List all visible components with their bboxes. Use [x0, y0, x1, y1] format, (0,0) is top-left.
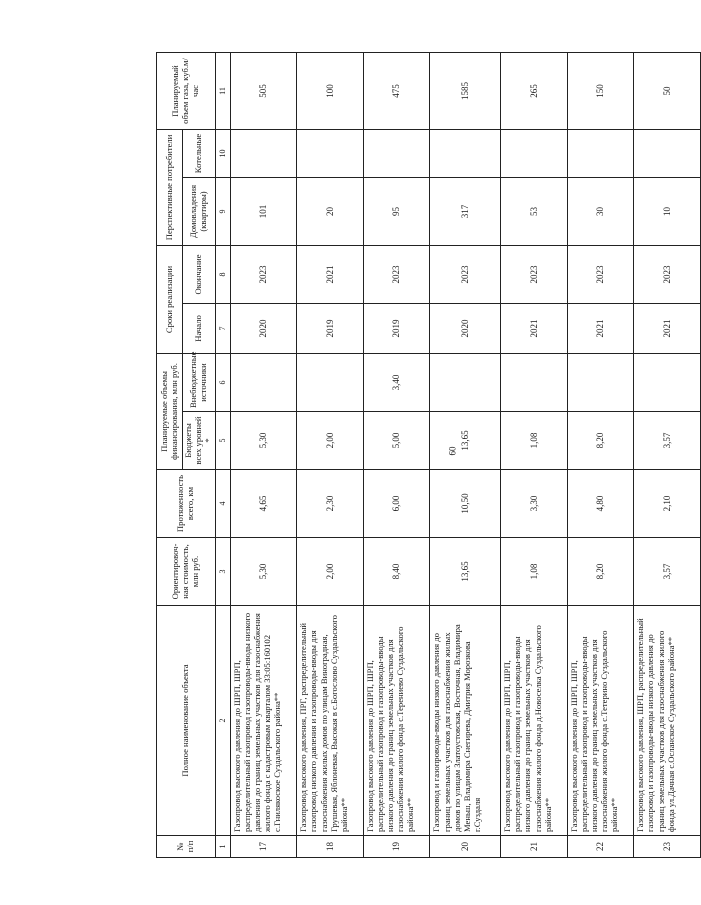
row-num: 22: [567, 836, 634, 858]
row-extra: [501, 353, 568, 411]
page-number: 60: [447, 446, 458, 456]
row-volume: 505: [230, 52, 297, 129]
row-end: 2023: [567, 245, 634, 303]
index-cell: 4: [215, 470, 230, 538]
row-boilers: [501, 129, 568, 177]
row-end: 2021: [297, 245, 364, 303]
index-cell: 3: [215, 538, 230, 606]
row-end: 2023: [230, 245, 297, 303]
header-consumers: Перспективные потребители: [157, 129, 183, 245]
row-end: 2023: [363, 245, 430, 303]
row-extra: [567, 353, 634, 411]
row-households: 20: [297, 177, 364, 245]
table-row: [230, 52, 297, 857]
row-households: 53: [501, 177, 568, 245]
row-name: Газопровод высокого давления до ШРП, ШРП, распределительный газопровод и газопроводы-вводы низкого давления до границ земельных участков для газоснабжения жилого фонда с.Терениево Суздальского района**: [363, 606, 430, 836]
row-start: 2021: [634, 303, 701, 353]
row-name: Газопровод высокого давления до ШРП, ШРП, распределительный газопровод и газопроводы-вводы низкого давления до границ земельных участков для газоснабжения жилого фонда с.Тетерино Суздальского района**: [567, 606, 634, 836]
row-length: 4,80: [567, 470, 634, 538]
row-cost: 8,20: [567, 538, 634, 606]
row-length: 2,10: [634, 470, 701, 538]
header-start: Начало: [183, 303, 216, 353]
row-budget: 13,65: [430, 412, 501, 470]
row-extra: 3,40: [363, 353, 430, 411]
table-row: [297, 52, 364, 857]
row-budget: 1,08: [501, 412, 568, 470]
row-length: 10,50: [430, 470, 501, 538]
investment-table: [156, 52, 701, 858]
row-cost: 3,57: [634, 538, 701, 606]
header-volume: Планируемый объем газа, куб.м/час: [157, 52, 216, 129]
row-cost: 2,00: [297, 538, 364, 606]
header-budget: Бюджеты всех уровней *: [183, 412, 216, 470]
row-cost: 13,65: [430, 538, 501, 606]
header-name: Полное наименование объекта: [157, 606, 216, 836]
row-budget: 3,57: [634, 412, 701, 470]
row-cost: 1,08: [501, 538, 568, 606]
row-name: Газопровод высокого давления до ШРП, ШРП, распределительный газопровод и газопроводы-вводы низкого давления до границ земельных участков для газоснабжения жилого фонда д.Новоселка Суздальского района**: [501, 606, 568, 836]
header-cost: Ориентировоч-ная стоимость, млн руб.: [157, 538, 216, 606]
row-budget: 8,20: [567, 412, 634, 470]
row-volume: 1585: [430, 52, 501, 129]
index-cell: 2: [215, 606, 230, 836]
row-budget: 5,30: [230, 412, 297, 470]
row-num: 21: [501, 836, 568, 858]
row-households: 30: [567, 177, 634, 245]
row-end: 2023: [501, 245, 568, 303]
row-length: 3,30: [501, 470, 568, 538]
row-households: 10: [634, 177, 701, 245]
index-cell: 5: [215, 412, 230, 470]
row-num: 19: [363, 836, 430, 858]
header-extra: Внебюджетные источники: [183, 353, 216, 411]
table-row: [634, 52, 701, 857]
row-boilers: [430, 129, 501, 177]
row-cost: 5,30: [230, 538, 297, 606]
index-cell: 7: [215, 303, 230, 353]
row-num: 20: [430, 836, 501, 858]
row-volume: 50: [634, 52, 701, 129]
row-end: 2023: [634, 245, 701, 303]
row-boilers: [567, 129, 634, 177]
row-name: Газопровод и газопроводы-вводы низкого давления до границ земельных участков для газоснабжения жилых домов по улицам Златоустовская, Восточная, Владимира Меньш, Владимира Снегирева, Дмитрия Морозкова г.Суздаля: [430, 606, 501, 836]
index-cell: 9: [215, 177, 230, 245]
row-start: 2019: [363, 303, 430, 353]
header-boilers: Котельные: [183, 129, 216, 177]
row-length: 2,30: [297, 470, 364, 538]
row-extra: [230, 353, 297, 411]
row-extra: [634, 353, 701, 411]
table-row: [567, 52, 634, 857]
row-budget: 5,00: [363, 412, 430, 470]
header-row-1: [157, 52, 183, 857]
row-length: 6,00: [363, 470, 430, 538]
table-row: [501, 52, 568, 857]
row-num: 17: [230, 836, 297, 858]
row-budget: 2,00: [297, 412, 364, 470]
row-start: 2020: [230, 303, 297, 353]
header-length: Протяженность всего, км: [157, 470, 216, 538]
header-terms: Сроки реализации: [157, 245, 183, 353]
index-cell: 10: [215, 129, 230, 177]
row-boilers: [634, 129, 701, 177]
row-name: Газопровод высокого давления, ПРГ, распределительный газопровод низкого давления и газопроводы-вводы для газоснабжения жилых домов по улицам Виноградная, Грушевая, Яблоневая, Высокая в с.Богослово Суздальского района**: [297, 606, 364, 836]
header-num: № п/п: [157, 836, 216, 858]
row-start: 2019: [297, 303, 364, 353]
index-row: [215, 52, 230, 857]
row-name: Газопровод высокого давления, ШРП, распределительный газопровод и газопроводы-вводы низкого давления до границ земельных участков для газоснабжения жилого фонда ул.Дачная с.Осланское Суздальского района**: [634, 606, 701, 836]
header-households: Домовладения (квартиры): [183, 177, 216, 245]
row-boilers: [230, 129, 297, 177]
index-cell: 11: [215, 52, 230, 129]
header-end: Окончание: [183, 245, 216, 303]
row-boilers: [363, 129, 430, 177]
index-cell: 8: [215, 245, 230, 303]
row-end: 2023: [430, 245, 501, 303]
table-row: [363, 52, 430, 857]
row-name: Газопровод высокого давления до ШРП, ШРП, распределительный газопровод газопроводы-вводы низкого давления до границ земельных участков для газоснабжения жилого фонда с кадастровым кварталом 33:05:160102 с.Гнилякоское Суздальского района**: [230, 606, 297, 836]
row-volume: 100: [297, 52, 364, 129]
row-extra: [297, 353, 364, 411]
row-num: 23: [634, 836, 701, 858]
row-length: 4,65: [230, 470, 297, 538]
index-cell: 1: [215, 836, 230, 858]
row-cost: 8,40: [363, 538, 430, 606]
index-cell: 6: [215, 353, 230, 411]
row-volume: 150: [567, 52, 634, 129]
row-start: 2021: [501, 303, 568, 353]
row-extra: [430, 353, 501, 411]
row-start: 2020: [430, 303, 501, 353]
gas-pipeline-table: [156, 53, 701, 858]
header-funding: Планируемые объемы финансирования, млн руб.: [157, 353, 183, 469]
row-volume: 475: [363, 52, 430, 129]
table-row: [430, 52, 501, 857]
row-num: 18: [297, 836, 364, 858]
row-boilers: [297, 129, 364, 177]
row-volume: 265: [501, 52, 568, 129]
row-start: 2021: [567, 303, 634, 353]
row-households: 95: [363, 177, 430, 245]
row-households: 317: [430, 177, 501, 245]
row-households: 101: [230, 177, 297, 245]
